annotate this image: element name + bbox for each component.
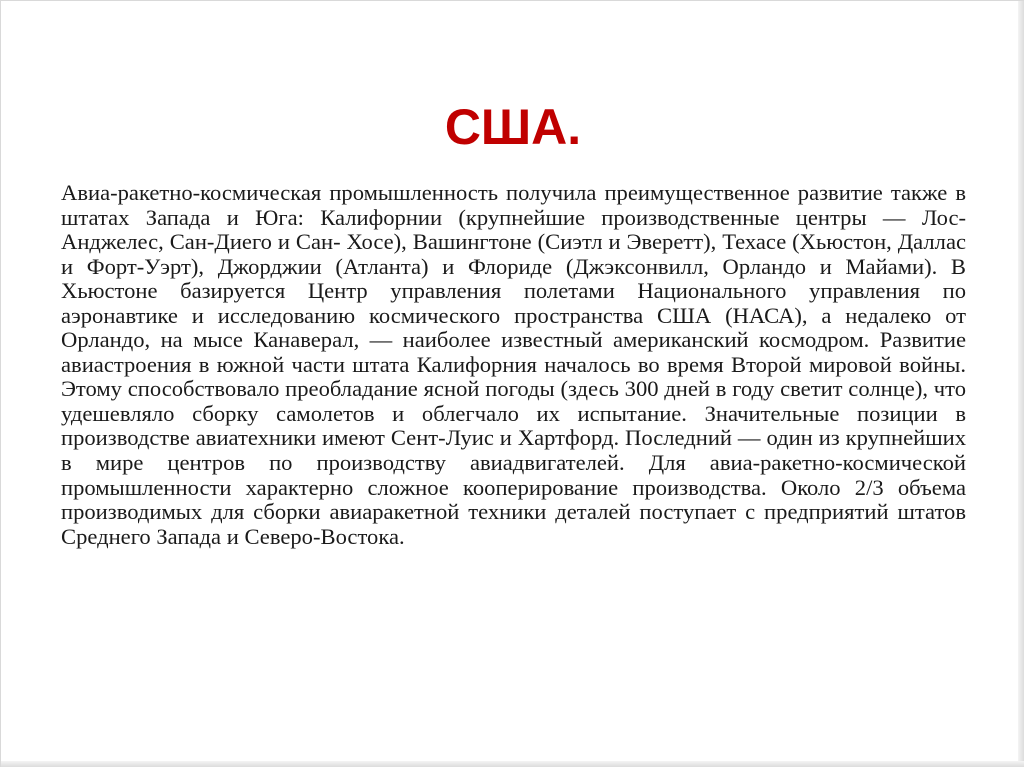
slide-body-text: Авиа-ракетно-космическая промышленность получила преимущественное развитие также в штатах Запада и Юга: Калифорнии (крупнейшие производственные центры — Лос-Анджелес, Сан-Диего и Сан- Хосе), Вашингтоне (Сиэтл и Эверетт), Техасе (Хьюстон, Даллас и Форт-Уэрт), Джорджии (Атланта) и Флориде (Джэксонвилл, Орландо и Майами). В Хьюстоне базируется Центр управления полетами Национального управления по аэронавтике и исследованию космического пространства США (НАСА), а недалеко от Орландо, на мысе Канаверал, — наиболее известный американский космодром. Развитие авиастроения в южной части штата Калифорния началось во время Второй мировой войны. Этому способствовало преобладание ясной погоды (здесь 300 дней в году светит солнце), что удешевляло сборку самолетов и облегчало их испытание. Значительные позиции в производстве авиатехники имеют Сент-Луис и Хартфорд. Последний — один из крупнейших в мире центров по производству авиадвигателей. Для авиа-ракетно-космической промышленности характерно сложное кооперирование производства. Около 2/3 объема производимых для сборки авиаракетной техники деталей поступает с предприятий штатов Среднего Запада и Северо-Востока.	[61, 180, 966, 549]
slide-frame-bottom-edge	[1, 761, 1024, 767]
slide-frame-right-edge	[1018, 1, 1024, 767]
slide-title: США.	[444, 98, 582, 155]
